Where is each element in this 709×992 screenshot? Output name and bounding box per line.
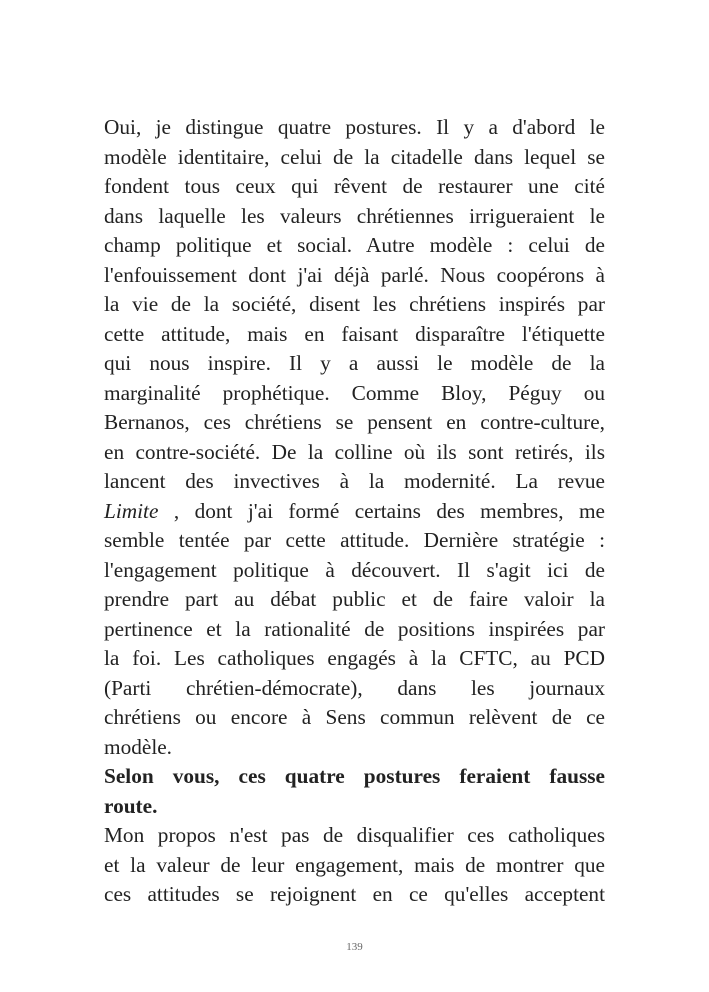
answer-line: Mon propos n'est pas de disqualifier ces catholiques bbox=[104, 823, 605, 847]
text-line: prendre part au débat public et de faire valoir la bbox=[104, 587, 605, 611]
text-line: (Parti chrétien-démocrate), dans les journaux bbox=[104, 675, 605, 700]
text-line: dans laquelle les valeurs chrétiennes irrigueraient le bbox=[104, 203, 605, 228]
text-line: cette attitude, mais en faisant disparaître l'étiquette bbox=[104, 321, 605, 346]
text-line: fondent tous ceux qui rêvent de restaurer une cité bbox=[104, 174, 605, 198]
text-line: la foi. Les catholiques engagés à la CFTC, au PCD bbox=[104, 646, 605, 670]
text-line: champ politique et social. Autre modèle : celui de bbox=[104, 233, 605, 257]
text-fragment: , dont j'ai formé certains des membres, me bbox=[158, 498, 605, 523]
text-line: marginalité prophétique. Comme Bloy, Péguy ou bbox=[104, 380, 605, 405]
answer-line: ces attitudes se rejoignent en ce qu'elles acceptent bbox=[104, 882, 605, 906]
text-line: l'engagement politique à découvert. Il s'agit ici de bbox=[104, 557, 605, 582]
text-line: pertinence et la rationalité de positions inspirées par bbox=[104, 616, 605, 641]
text-line: l'enfouissement dont j'ai déjà parlé. Nous coopérons à bbox=[104, 262, 605, 287]
journal-title: Limite bbox=[104, 498, 159, 523]
text-line: lancent des invectives à la modernité. La revue bbox=[104, 469, 605, 493]
text-line: semble tentée par cette attitude. Dernière stratégie : bbox=[104, 528, 605, 552]
text-line: qui nous inspire. Il y a aussi le modèle de la bbox=[104, 351, 605, 375]
text-line: la vie de la société, disent les chrétiens inspirés par bbox=[104, 292, 605, 316]
text-line-limite bbox=[104, 497, 605, 527]
text-line: modèle identitaire, celui de la citadelle dans lequel se bbox=[104, 144, 605, 169]
text-line: en contre-société. De la colline où ils sont retirés, ils bbox=[104, 439, 605, 464]
page-number: 139 bbox=[346, 941, 363, 953]
text-line: chrétiens ou encore à Sens commun relèvent de ce bbox=[104, 705, 605, 729]
answer-line: et la valeur de leur engagement, mais de montrer que bbox=[104, 852, 605, 877]
text-line: Bernanos, ces chrétiens se pensent en contre-culture, bbox=[104, 410, 605, 434]
question-line: Selon vous, ces quatre postures feraient fausse bbox=[104, 764, 605, 788]
text-line: Oui, je distingue quatre postures. Il y a d'abord le bbox=[104, 115, 605, 139]
text-line: modèle. bbox=[104, 734, 173, 759]
question-line: route. bbox=[104, 793, 158, 818]
page-body bbox=[104, 113, 605, 910]
